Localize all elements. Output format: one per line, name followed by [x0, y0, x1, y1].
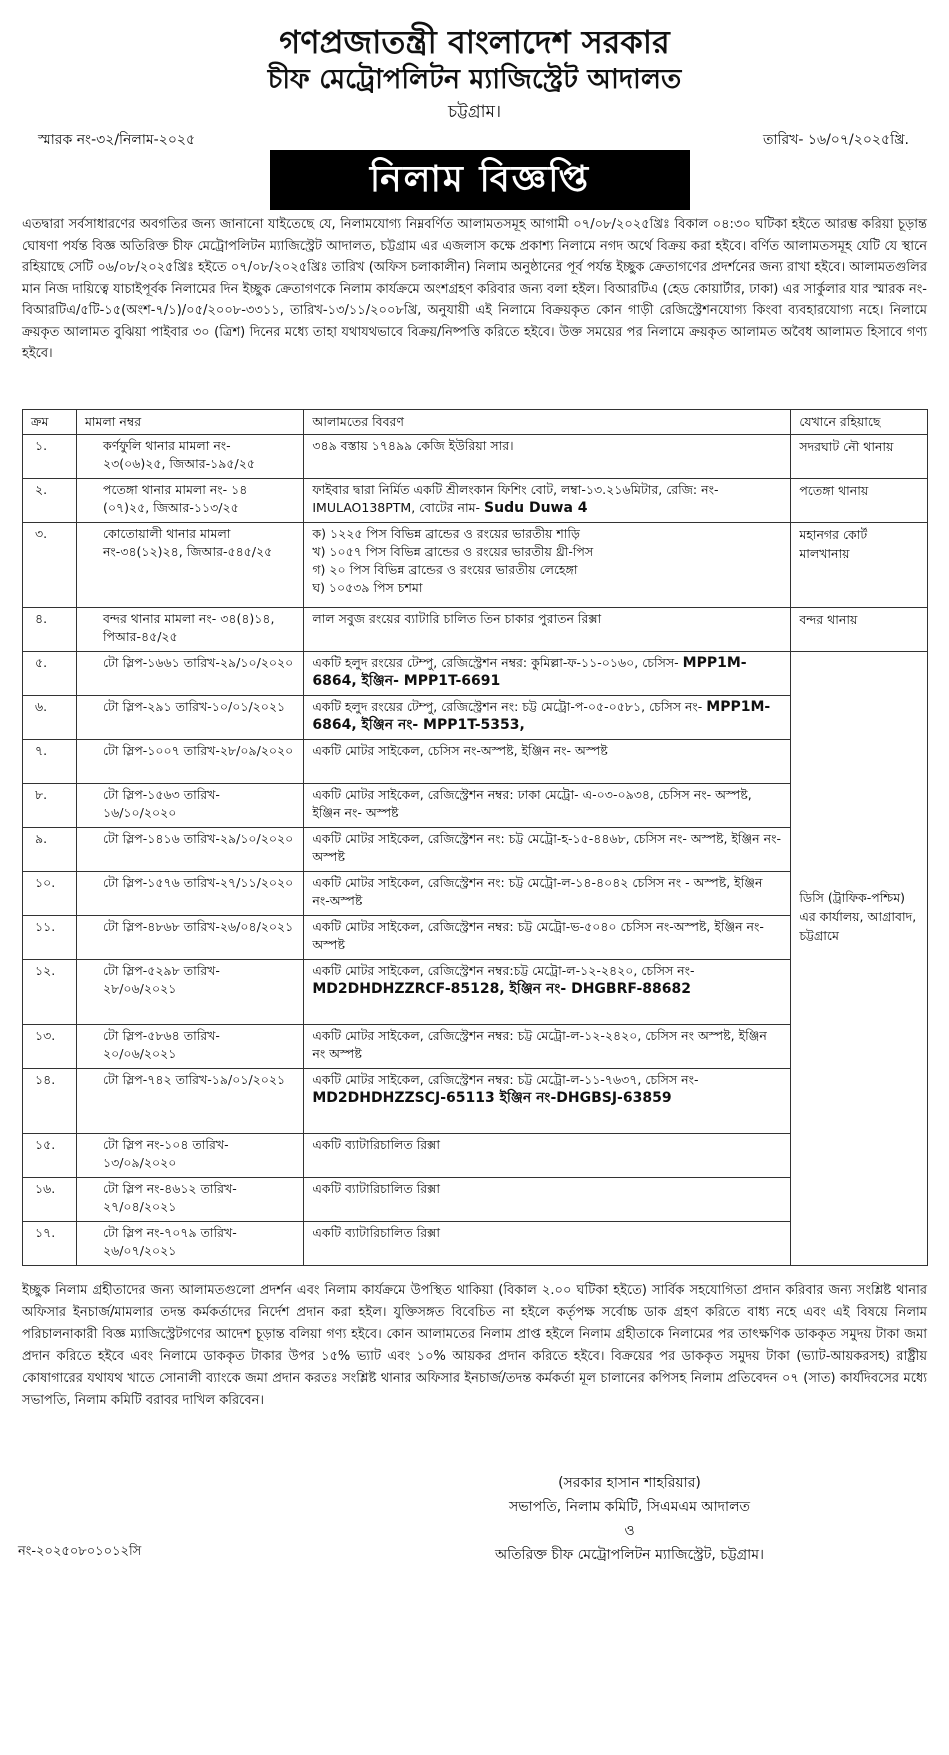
case-cell: টো স্লিপ নং-৪৬১২ তারিখ- ২৭/০৪/২০২১	[76, 1178, 303, 1222]
serial-cell: ১.	[23, 435, 77, 479]
description-cell	[304, 1222, 791, 1266]
description-cell	[304, 1178, 791, 1222]
description-text: একটি ব্যাটারিচালিত রিক্সা	[312, 1225, 440, 1240]
description-text: ৩৪৯ বস্তায় ১৭৪৯৯ কেজি ইউরিয়া সার।	[312, 438, 514, 453]
location-cell: সদরঘাট নৌ থানায়	[791, 435, 928, 479]
auction-items-table	[22, 409, 928, 1266]
description-text: লাল সবুজ রংয়ের ব্যাটারি চালিত তিন চাকার পুরাতন রিক্সা	[312, 611, 602, 626]
header-description: আলামতের বিবরণ	[304, 410, 791, 435]
description-text: একটি মোটর সাইকেল, রেজিস্ট্রেশন নম্বর: চট্ট মেট্রো-ল-১১-৭৬৩৭, চেসিস নং-	[312, 1072, 699, 1087]
serial-cell: ১০.	[23, 872, 77, 916]
case-cell: টো স্লিপ-১৬৬১ তারিখ-২৯/১০/২০২০	[76, 652, 303, 696]
location-cell: বন্দর থানায়	[791, 608, 928, 652]
notice-date: তারিখ- ১৬/০৭/২০২৫খ্রি.	[762, 132, 909, 148]
case-cell: টো স্লিপ-১৫৭৬ তারিখ-২৭/১১/২০২০	[76, 872, 303, 916]
city-name: চট্টগ্রাম।	[447, 102, 502, 122]
case-cell: টো স্লিপ-২৯১ তারিখ-১০/০১/২০২১	[76, 696, 303, 740]
serial-cell: ৪.	[23, 608, 77, 652]
description-text: একটি মোটর সাইকেল, রেজিস্ট্রেশন নম্বর: চট্ট মেট্রো-ভ-৫০৪০ চেসিস নং-অস্পষ্ট, ইঞ্জিন নং- অস্পষ্ট	[312, 919, 764, 952]
location-cell: মহানগর কোর্ট মালখানায়	[791, 523, 928, 608]
serial-cell: ১৪.	[23, 1069, 77, 1134]
closing-paragraph: ইচ্ছুক নিলাম গ্রহীতাদের জন্য আলামতগুলো প্রদর্শন এবং নিলাম কার্যক্রমে উপস্থিত থাকিয়া (বিকাল ২.০০ ঘটিকা হইতে) সার্বিক সহযোগিতা প্রদান করিবার জন্য সংশ্লিষ্ট থানার অফিসার ইনচার্জ/মামলার তদন্ত কর্মকর্তাদের নির্দেশ প্রদান করা হইল। যুক্তিসঙ্গত বিবেচিত না হইলে কর্তৃপক্ষ সর্বোচ্চ ডাক গ্রহণ করিতে বাধ্য নহে এবং এই বিষয়ে নিলাম পরিচালনাকারী বিজ্ঞ ম্যাজিস্ট্রেটগণের আদেশ চূড়ান্ত বলিয়া গণ্য হইবে। কোন আলামতের নিলাম প্রাপ্ত হইলে নিলাম গ্রহীতাকে নিলামের পর তাৎক্ষণিক ডাককৃত সমুদয় টাকা জমা প্রদান করিতে হইবে এবং নিলামে ডাককৃত টাকার উপর ১৫% ভ্যাট এবং ১০% আয়কর প্রদান করিতে হইবে। বিক্রয়ের পর ডাককৃত সমুদয় টাকা (ভ্যাট-আয়করসহ) রাষ্ট্রীয় কোষাগারের যথাযথ খাতে সোনালী ব্যাংকে জমা প্রদান করতঃ সংশ্লিষ্ট থানার অফিসার ইনচার্জ/তদন্ত কর্মকর্তা মূল চালানের কপিসহ নিলাম প্রতিবেদন ০৭ (সাত) কার্যদিবসের মধ্যে সভাপতি, নিলাম কমিটি বরাবর দাখিল করিবেন।	[22, 1283, 927, 1408]
case-cell: টো স্লিপ-৪৮৬৮ তারিখ-২৬/০৪/২০২১	[76, 916, 303, 960]
description-text: একটি ব্যাটারিচালিত রিক্সা	[312, 1181, 440, 1196]
description-cell	[304, 784, 791, 828]
case-cell: টো স্লিপ-৫২৯৮ তারিখ- ২৮/০৬/২০২১	[76, 960, 303, 1025]
description-text: একটি মোটর সাইকেল, রেজিস্ট্রেশন নং: চট্ট মেট্রো-ল-১৪-৪০৪২ চেসিস নং - অস্পষ্ট, ইঞ্জিন নং-অস্পষ্ট	[312, 875, 763, 908]
serial-cell: ৭.	[23, 740, 77, 784]
merged-location-cell	[791, 652, 928, 1266]
description-text: ক) ১২২৫ পিস বিভিন্ন ব্রান্ডের ও রংয়ের ভারতীয় শাড়ি খ) ১০৫৭ পিস বিভিন্ন ব্রান্ডের ও রংয়ের ভারতীয় থ্রী-পিস গ) ২০ পিস বিভিন্ন ব্রান্ডের ও রংয়ের ভারতীয় লেহেঙ্গা ঘ) ১০৫৩৯ পিস চশমা	[312, 526, 594, 595]
case-cell: টো স্লিপ-৫৮৬৪ তারিখ- ২০/০৬/২০২১	[76, 1025, 303, 1069]
description-text: ফাইবার দ্বারা নির্মিত একটি শ্রীলংকান ফিশিং বোট, লম্বা-১৩.২১৬মিটার, রেজি: নং-IMULAO138PTM, বোটের নাম-	[312, 482, 719, 515]
description-identifier: Sudu Duwa 4	[484, 500, 588, 516]
merged-location-text: ডিসি (ট্রাফিক-পশ্চিম) এর কার্যালয়, আগ্রাবাদ, চট্টগ্রামে	[799, 889, 917, 943]
serial-cell: ১২.	[23, 960, 77, 1025]
header-location: যেখানে রহিয়াছে	[791, 410, 928, 435]
description-text: একটি মোটর সাইকেল, রেজিস্ট্রেশন নং: চট্ট মেট্রো-হ-১৫-৪৪৬৮, চেসিস নং- অস্পষ্ট, ইঞ্জিন নং- অস্পষ্ট	[312, 831, 781, 864]
serial-cell: ১১.	[23, 916, 77, 960]
case-cell: বন্দর থানার মামলা নং- ৩৪(৪)১৪, পিআর-৪৫/২৫	[76, 608, 303, 652]
description-cell	[304, 1134, 791, 1178]
description-identifier: MPP1M-6864, ইঞ্জিন নং- MPP1T-5353,	[312, 699, 771, 733]
signatory-designation: অতিরিক্ত চীফ মেট্রোপলিটন ম্যাজিস্ট্রেট, চট্টগ্রাম।	[495, 1547, 764, 1563]
description-text: একটি মোটর সাইকেল, চেসিস নং-অস্পষ্ট, ইঞ্জিন নং- অস্পষ্ট	[312, 743, 608, 758]
case-cell: কর্ণফুলি থানার মামলা নং- ২৩(০৬)২৫, জিআর-১৯৫/২৫	[76, 435, 303, 479]
government-title: গণপ্রজাতন্ত্রী বাংলাদেশ সরকার	[279, 23, 670, 61]
description-text: একটি মোটর সাইকেল, রেজিস্ট্রেশন নম্বর: চট্ট মেট্রো-ল-১২-২৪২০, চেসিস নং অস্পষ্ট, ইঞ্জিন নং অস্পষ্ট	[312, 1028, 767, 1061]
description-text: একটি ব্যাটারিচালিত রিক্সা	[312, 1137, 440, 1152]
header-serial: ক্রম	[23, 410, 77, 435]
serial-cell: ১৩.	[23, 1025, 77, 1069]
table-row	[23, 435, 928, 479]
description-cell	[304, 740, 791, 784]
serial-cell: ২.	[23, 479, 77, 523]
description-cell	[304, 828, 791, 872]
table-row	[23, 608, 928, 652]
description-text: একটি হলুদ রংয়ের টেম্পু, রেজিস্ট্রেশন নং: চট্ট মেট্রো-প-০৫-০৫৮১, চেসিস নং-	[312, 699, 703, 714]
description-text: একটি হলুদ রংয়ের টেম্পু, রেজিস্ট্রেশন নম্বর: কুমিল্লা-ফ-১১-০১৬০, চেসিস-	[312, 655, 679, 670]
signatory-name: (সরকার হাসান শাহরিয়ার)	[558, 1475, 701, 1491]
description-identifier: MD2DHDHZZRCF-85128, ইঞ্জিন নং- DHGBRF-88682	[312, 981, 692, 997]
reference-number: নং-২০২৫০৮০১০১২সি	[18, 1544, 142, 1559]
serial-cell: ১৫.	[23, 1134, 77, 1178]
serial-cell: ১৭.	[23, 1222, 77, 1266]
description-cell	[304, 872, 791, 916]
header-case: মামলা নম্বর	[76, 410, 303, 435]
serial-cell: ৩.	[23, 523, 77, 608]
description-text: একটি মোটর সাইকেল, রেজিস্ট্রেশন নম্বর:চট্ট মেট্রো-ল-১২-২৪২০, চেসিস নং-	[312, 963, 695, 978]
case-cell: টো স্লিপ-১৫৬৩ তারিখ- ১৬/১০/২০২০	[76, 784, 303, 828]
table-row	[23, 523, 928, 608]
memo-number: স্মারক নং-৩২/নিলাম-২০২৫	[38, 132, 196, 148]
table-row	[23, 652, 928, 696]
court-title: চীফ মেট্রোপলিটন ম্যাজিস্ট্রেট আদালত	[267, 64, 682, 95]
description-text: একটি মোটর সাইকেল, রেজিস্ট্রেশন নম্বর: ঢাকা মেট্রো- এ-০৩-০৯৩৪, চেসিস নং- অস্পষ্ট, ইঞ্জিন নং- অস্পষ্ট	[312, 787, 752, 820]
table-row	[23, 479, 928, 523]
description-cell	[304, 960, 791, 1025]
signatory-title: সভাপতি, নিলাম কমিটি, সিএমএম আদালত	[508, 1499, 751, 1515]
case-cell: টো স্লিপ নং-১০৪ তারিখ- ১৩/০৯/২০২০	[76, 1134, 303, 1178]
case-cell: টো স্লিপ নং-৭০৭৯ তারিখ- ২৬/০৭/২০২১	[76, 1222, 303, 1266]
location-cell: পতেঙ্গা থানায়	[791, 479, 928, 523]
description-cell	[304, 652, 791, 696]
serial-cell: ৬.	[23, 696, 77, 740]
case-cell: টো স্লিপ-৭৪২ তারিখ-১৯/০১/২০২১	[76, 1069, 303, 1134]
description-cell	[304, 523, 791, 608]
description-cell	[304, 696, 791, 740]
serial-cell: ৫.	[23, 652, 77, 696]
case-cell: টো স্লিপ-১৪১৬ তারিখ-২৯/১০/২০২০	[76, 828, 303, 872]
description-cell	[304, 916, 791, 960]
signatory-conjunction: ও	[624, 1523, 635, 1539]
description-cell	[304, 479, 791, 523]
description-identifier: MPP1M-6864, ইঞ্জিন- MPP1T-6691	[312, 655, 747, 689]
serial-cell: ৯.	[23, 828, 77, 872]
description-cell	[304, 1069, 791, 1134]
case-cell: পতেঙ্গা থানার মামলা নং- ১৪ (০৭)২৫, জিআর-১১৩/২৫	[76, 479, 303, 523]
serial-cell: ১৬.	[23, 1178, 77, 1222]
serial-cell: ৮.	[23, 784, 77, 828]
notice-banner: নিলাম বিজ্ঞপ্তি	[270, 150, 690, 210]
case-cell: কোতোয়ালী থানার মামলা নং-৩৪(১২)২৪, জিআর-৫৪৫/২৫	[76, 523, 303, 608]
description-cell	[304, 435, 791, 479]
description-identifier: MD2DHDHZZSCJ-65113 ইঞ্জিন নং-DHGBSJ-63859	[312, 1090, 672, 1106]
table-header-row	[23, 410, 928, 435]
description-cell	[304, 1025, 791, 1069]
case-cell: টো স্লিপ-১০০৭ তারিখ-২৮/০৯/২০২০	[76, 740, 303, 784]
intro-paragraph: এতদ্বারা সর্বসাধারণের অবগতির জন্য জানানো যাইতেছে যে, নিলামযোগ্য নিম্নবর্ণিত আলামতসমূহ আগামী ০৭/০৮/২০২৫খ্রিঃ বিকাল ০৪:৩০ ঘটিকা হইতে আরম্ভ করিয়া চূড়ান্ত ঘোষণা পর্যন্ত বিজ্ঞ অতিরিক্ত চীফ মেট্রোপলিটন ম্যাজিস্ট্রেট আদালত, চট্টগ্রাম এর এজলাস কক্ষে প্রকাশ্য নিলামে নগদ অর্থে বিক্রয় করা হইবে। বর্ণিত আলামতসমূহ যেটি যে স্থানে রহিয়াছে সেটি ০৬/০৮/২০২৫খ্রিঃ হইতে ০৭/০৮/২০২৫খ্রিঃ তারিখ (অফিস চলাকালীন) নিলাম অনুষ্ঠানের পূর্ব পর্যন্ত ইচ্ছুক ক্রেতাগণের প্রদর্শনের জন্য রাখা হইবে। আলামতগুলির মান নিজ দায়িত্বে যাচাইপূর্বক নিলামের দিন ইচ্ছুক ক্রেতাগণকে নিলাম কার্যক্রমে অংশগ্রহণ করিবার জন্য বলা হইল। বিআরটিএ (হেড কোয়ার্টার, ঢাকা) এর সার্কুলার যার স্মারক নং- বিআরটিএ/৫টি-১৫(অংশ-৭/১)/০৫/২০০৮-৩৩১১, তারিখ-১৩/১১/২০০৮খ্রি, অনুযায়ী এই নিলামে বিক্রয়কৃত কোন গাড়ী রেজিস্ট্রেশনযোগ্য কিংবা ব্যবহারযোগ্য নহে। নিলামে ক্রয়কৃত আলামত বুঝিয়া পাইবার ৩০ (ত্রিশ) দিনের মধ্যে তাহা যথাযথভাবে বিক্রয়/নিষ্পত্তি করিতে হইবে। উক্ত সময়ের পর নিলামে ক্রয়কৃত আলামত অবৈধ আলামত হিসাবে গণ্য হইবে।	[22, 217, 927, 361]
description-cell	[304, 608, 791, 652]
